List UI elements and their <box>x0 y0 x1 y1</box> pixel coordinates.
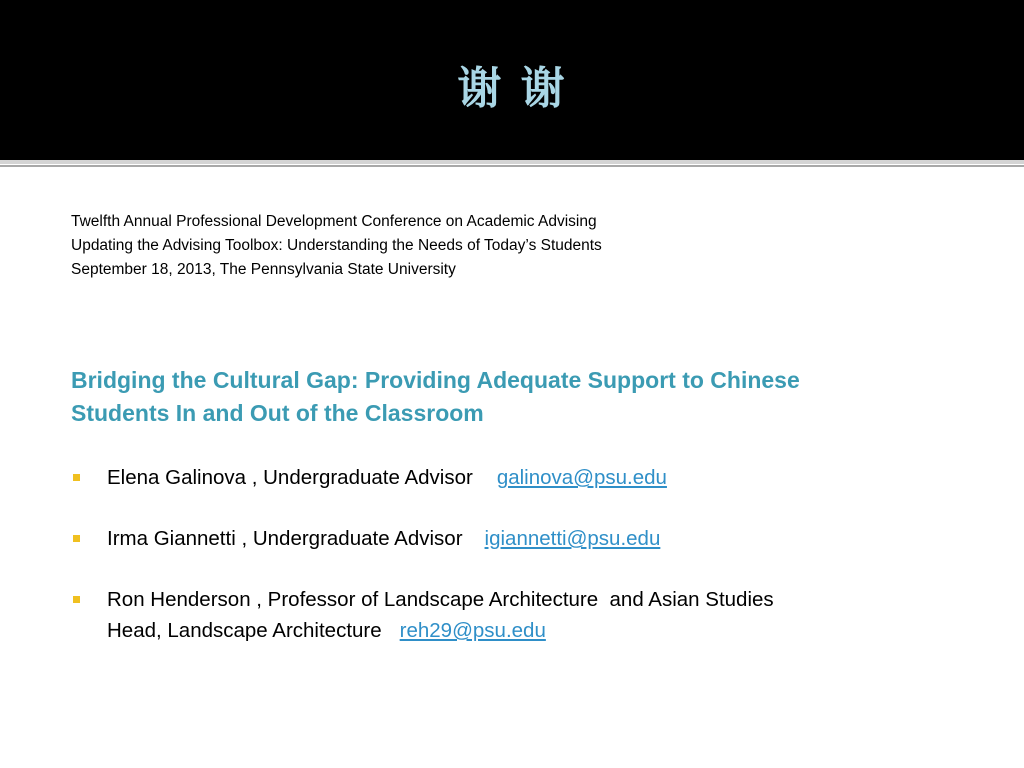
header-divider <box>0 160 1024 164</box>
talk-title-line-2: Students In and Out of the Classroom <box>71 400 484 426</box>
slide-title: 谢 谢 <box>457 63 567 114</box>
bullet-square-icon <box>73 596 80 603</box>
presenter-email-link[interactable]: igiannetti@psu.edu <box>484 527 661 550</box>
conference-info <box>71 210 971 282</box>
list-item <box>71 462 971 493</box>
talk-title-line-1: Bridging the Cultural Gap: Providing Adequate Support to Chinese <box>71 367 800 393</box>
slide-header <box>0 0 1024 160</box>
presenter-email-link[interactable]: galinova@psu.edu <box>496 466 667 489</box>
list-item <box>71 523 971 554</box>
presenter-name-role: Elena Galinova , Undergraduate Advisor <box>107 466 473 489</box>
conference-name: Twelfth Annual Professional Development Conference on Academic Advising <box>71 213 597 230</box>
presenter-email-link[interactable]: reh29@psu.edu <box>399 619 546 642</box>
talk-title <box>71 364 951 430</box>
conference-theme: Updating the Advising Toolbox: Understanding the Needs of Today’s Students <box>71 237 602 254</box>
presenter-department: Head, Landscape Architecture <box>107 619 382 642</box>
bullet-square-icon <box>73 474 80 481</box>
bullet-square-icon <box>73 535 80 542</box>
list-item <box>71 584 971 646</box>
presenter-name-role: Irma Giannetti , Undergraduate Advisor <box>107 527 463 550</box>
presenter-role-line-2 <box>107 615 971 646</box>
conference-date-location: September 18, 2013, The Pennsylvania State University <box>71 261 456 278</box>
presenter-name-role: Ron Henderson , Professor of Landscape Architecture and Asian Studies <box>107 588 774 611</box>
presenter-list <box>71 462 971 646</box>
header-divider-thin <box>0 165 1024 167</box>
